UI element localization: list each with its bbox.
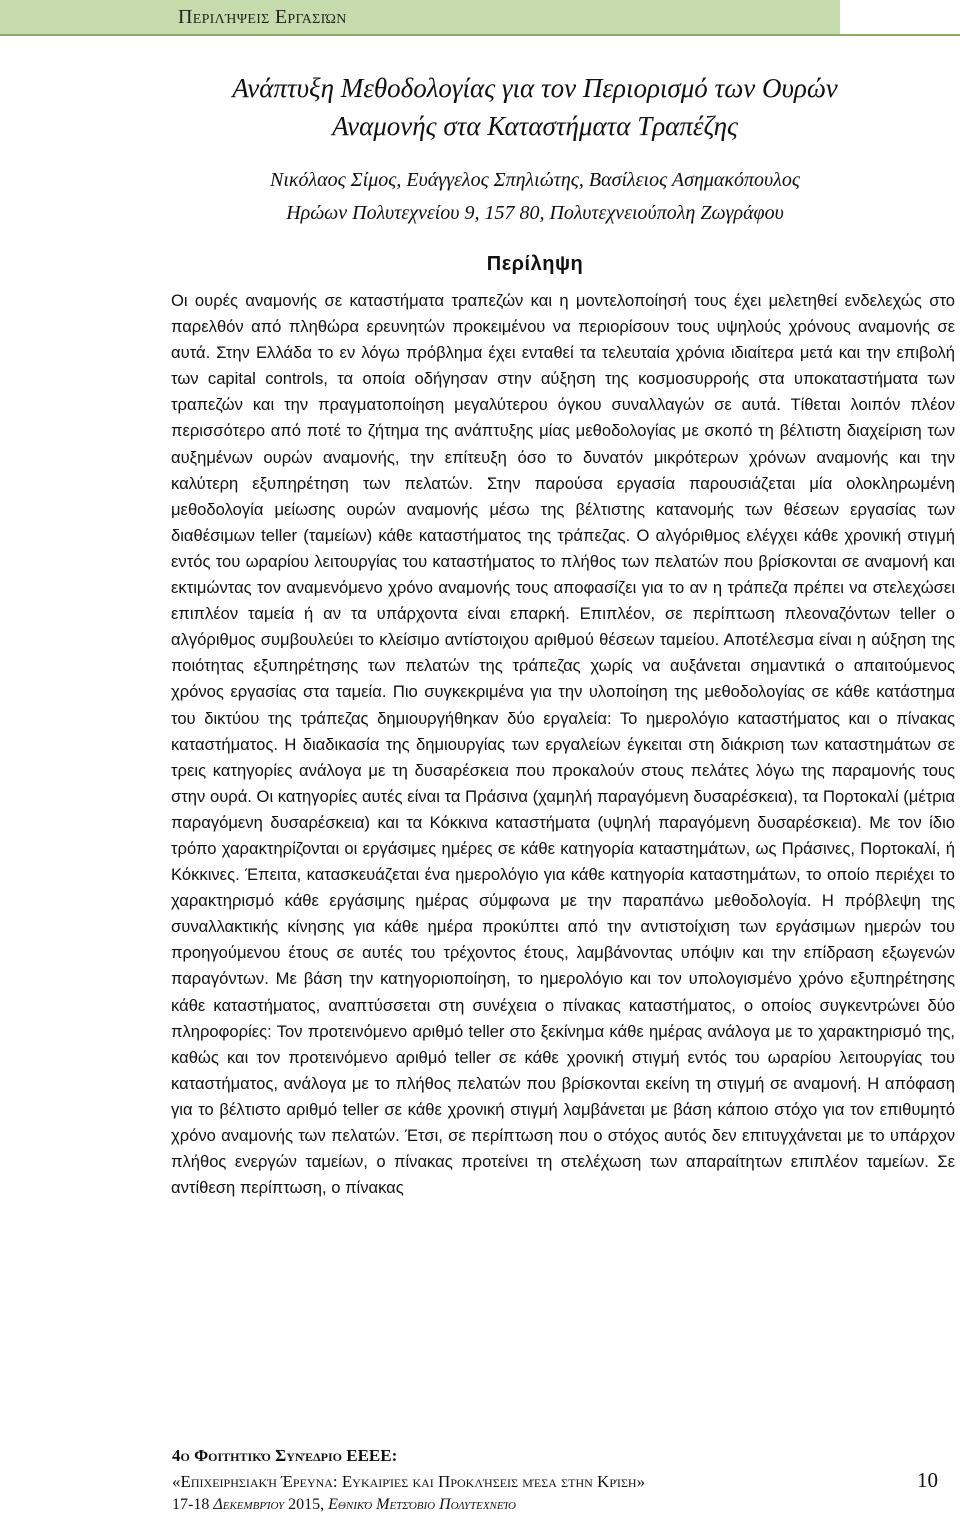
paper-title-line-1: Ανάπτυξη Μεθοδολογίας για τον Περιορισμό των Ουρών — [232, 73, 838, 103]
header-section-title: Περιλήψεις Εργασιών — [178, 6, 347, 28]
paper-address: Ηρώων Πολυτεχνείου 9, 157 80, Πολυτεχνειούπολη Ζωγράφου — [286, 202, 784, 224]
page-number: 10 — [917, 1468, 938, 1492]
footer-year: 2015, — [284, 1496, 329, 1513]
footer-theme: «Επιχειρησιακή Έρευνα: Ευκαιρίες και Προκλήσεις μέσα στην Κρίση» — [172, 1472, 646, 1491]
footer-venue: Εθνικό Μετσόβιο Πολυτεχνείο — [328, 1496, 516, 1513]
abstract-heading: Περίληψη — [486, 253, 584, 275]
paper-authors: Νικόλαος Σίμος, Ευάγγελος Σπηλιώτης, Βασίλειος Ασημακόπουλος — [270, 169, 800, 191]
footer-conference: 4ο Φοιτητικό Συνέδριο ΕΕΕΕ: — [172, 1446, 398, 1465]
abstract-body: Οι ουρές αναμονής σε καταστήματα τραπεζών και η μοντελοποίησή τους έχει μελετηθεί ενδελεχώς στο παρελθόν από πληθώρα ερευνητών προκειμένου να περιορίσουν τους υψηλούς χρόνους αναμονής σε αυτά. Στην Ελλάδα το εν λόγω πρόβλημα έχει ενταθεί τα τελευταία χρόνια ιδιαίτερα μετά και την επιβολή των capital controls, τα οποία οδήγησαν στην αύξηση της κοσμοσυρροής στα υποκαταστήματα των τραπεζών και την πραγματοποίηση μεγαλύτερου όγκου συναλλαγών σε αυτά. Τίθεται λοιπόν πλέον περισσότερο από ποτέ το ζήτημα της ανάπτυξης μίας μεθοδολογίας με σκοπό τη βέλτιστη διαχείριση των αυξημένων ουρών αναμονής, την επίτευξη όσο το δυνατόν μικρότερων χρόνων αναμονής και την καλύτερη εξυπηρέτηση των πελατών. Στην παρούσα εργασία παρουσιάζεται μία ολοκληρωμένη μεθοδολογία μείωσης ουρών αναμονής μέσω της βέλτιστης κατανομής των θέσεων εργασίας των διαθέσιμων teller (ταμείων) κάθε καταστήματος της τράπεζας. Ο αλγόριθμος ελέγχει κάθε χρονική στιγμή εντός του ωραρίου λειτουργίας του καταστήματος το πλήθος των πελατών που βρίσκονται σε αναμονή και εκτιμώντας τον αναμενόμενο χρόνο αναμονής τους αποφασίζει για το αν η τράπεζα πρέπει να στελεχώσει επιπλέον ταμεία ή αν τα υπάρχοντα είναι επαρκή. Επιπλέον, σε περίπτωση πλεοναζόντων teller ο αλγόριθμος συμβουλεύει το κλείσιμο αντίστοιχου αριθμού θέσεων ταμείου. Αποτέλεσμα είναι η αύξηση της ποιότητας εξυπηρέτησης των πελατών της τράπεζας χωρίς να αυξάνεται σημαντικά ο απαιτούμενος χρόνος εργασίας στα ταμεία. Πιο συγκεκριμένα για την υλοποίηση της μεθοδολογίας σε κάθε κατάστημα του δικτύου της τράπεζας δημιουργήθηκαν δύο εργαλεία: Το ημερολόγιο καταστήματος και ο πίνακας καταστήματος. Η διαδικασία της δημιουργίας των εργαλείων έγκειται στη διάκριση των καταστημάτων σε τρεις κατηγορίες ανάλογα με τη δυσαρέσκεια που προκαλούν στους πελάτες λόγω της παραμονής τους στην ουρά. Οι κατηγορίες αυτές είναι τα Πράσινα (χαμηλή παραγόμενη δυσαρέσκεια), τα Πορτοκαλί (μέτρια παραγόμενη δυσαρέσκεια) και τα Κόκκινα καταστήματα (υψηλή παραγόμενη δυσαρέσκεια). Με τον ίδιο τρόπο χαρακτηρίζονται οι εργάσιμες ημέρες σε κάθε κατηγορία καταστημάτων, ως Πράσινες, Πορτοκαλί, ή Κόκκινες. Έπειτα, κατασκευάζεται ένα ημερολόγιο για κάθε κατηγορία καταστημάτων, το οποίο περιέχει το χαρακτηρισμό κάθε εργάσιμης ημέρας σύμφωνα με την παραπάνω μεθοδολογία. Η πρόβλεψη της συναλλακτικής κίνησης για κάθε ημέρα προκύπτει από την αντιστοίχιση των εργάσιμων ημερών του προηγούμενου έτους σε αυτές του τρέχοντος έτους, λαμβάνοντας υπόψιν και την επίδραση εξωγενών παραγόντων. Με βάση την κατηγοριοποίηση, το ημερολόγιο και τον υπολογισμένο χρόνο εξυπηρέτησης κάθε καταστήματος, αναπτύσσεται στη συνέχεια ο πίνακας καταστήματος, ο οποίος συγκεντρώνει δύο πληροφορίες: Τον προτεινόμενο αριθμό teller στο ξεκίνημα κάθε ημέρας ανάλογα με το χαρακτηρισμό της, καθώς και τον προτεινόμενο αριθμό teller σε κάθε χρονική στιγμή εντός του ωραρίου λειτουργίας του καταστήματος, ανάλογα με το πλήθος πελατών που βρίσκονται εκείνη τη στιγμή σε αναμονή. Η απόφαση για το βέλτιστο αριθμό teller σε κάθε χρονική στιγμή λαμβάνεται με βάση κάποιο στόχο για τον επιθυμητό χρόνο αναμονής των πελατών. Έτσι, σε περίπτωση που ο στόχος αυτός δεν επιτυγχάνεται με το υπάρχον πλήθος ενεργών ταμείων, ο πίνακας προτείνει τη στελέχωση των απαραίτητων επιπλέον ταμείων. Σε αντίθεση περίπτωση, ο πίνακας — [171, 291, 955, 1198]
footer-month: Δεκεμβρίου — [213, 1496, 285, 1513]
paper-title-line-2: Αναμονής στα Καταστήματα Τραπέζης — [332, 111, 738, 141]
footer-date: 17-18 — [172, 1496, 214, 1513]
header-band — [0, 0, 840, 34]
running-header — [0, 0, 960, 36]
header-rule — [0, 34, 960, 36]
footer-date-venue — [172, 1496, 516, 1514]
